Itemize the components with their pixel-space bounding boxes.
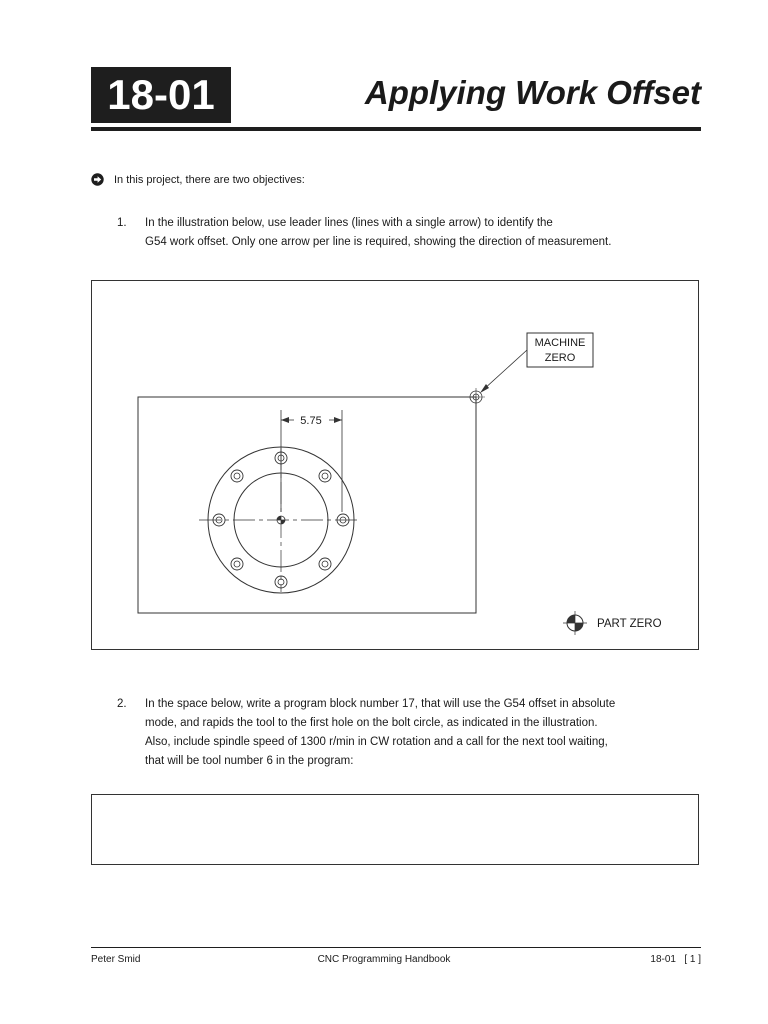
intro-text: In this project, there are two objectives: <box>114 173 305 186</box>
arrow-circle-icon <box>91 173 104 186</box>
objective-text-line: In the illustration below, use leader lines (lines with a single arrow) to identify the <box>145 217 553 229</box>
header-rule <box>91 127 701 131</box>
footer-author: Peter Smid <box>91 954 141 965</box>
objective-text-line: that will be tool number 6 in the program: <box>145 755 354 767</box>
footer-page-number: 18-01 [ 1 ] <box>650 954 701 965</box>
objective-text-line: In the space below, write a program block number 17, that will use the G54 offset in absolute <box>145 698 616 710</box>
part-outline <box>138 397 476 613</box>
machine-zero-leader <box>483 350 527 390</box>
objective-text-line: Also, include spindle speed of 1300 r/min in CW rotation and a call for the next tool waiting, <box>145 736 608 748</box>
work-offset-drawing <box>91 280 699 650</box>
answer-box[interactable] <box>91 794 699 865</box>
part-zero-symbol <box>563 611 587 635</box>
machine-zero-label-2: ZERO <box>544 352 576 364</box>
footer-book-title: CNC Programming Handbook <box>317 954 451 965</box>
objective-text-line: G54 work offset. Only one arrow per line is required, showing the direction of measurement. <box>145 236 612 248</box>
machine-zero-label-1: MACHINE <box>534 337 586 349</box>
objective-text-line: mode, and rapids the tool to the first hole on the bolt circle, as indicated in the illustration. <box>145 717 598 729</box>
bolt-hole <box>319 558 331 570</box>
page-title: Applying Work Offset <box>364 74 701 111</box>
objective-number: 2. <box>117 698 127 710</box>
bolt-hole <box>231 558 243 570</box>
illustration-frame <box>91 280 699 650</box>
intro-line <box>91 173 305 186</box>
footer-rule <box>91 947 701 948</box>
exercise-number-badge: 18-01 <box>91 67 231 123</box>
part-zero-label: PART ZERO <box>597 618 662 630</box>
objective-number: 1. <box>117 217 127 229</box>
dimension-value: 5.75 <box>300 415 322 427</box>
bolt-hole <box>231 470 243 482</box>
bolt-hole <box>319 470 331 482</box>
